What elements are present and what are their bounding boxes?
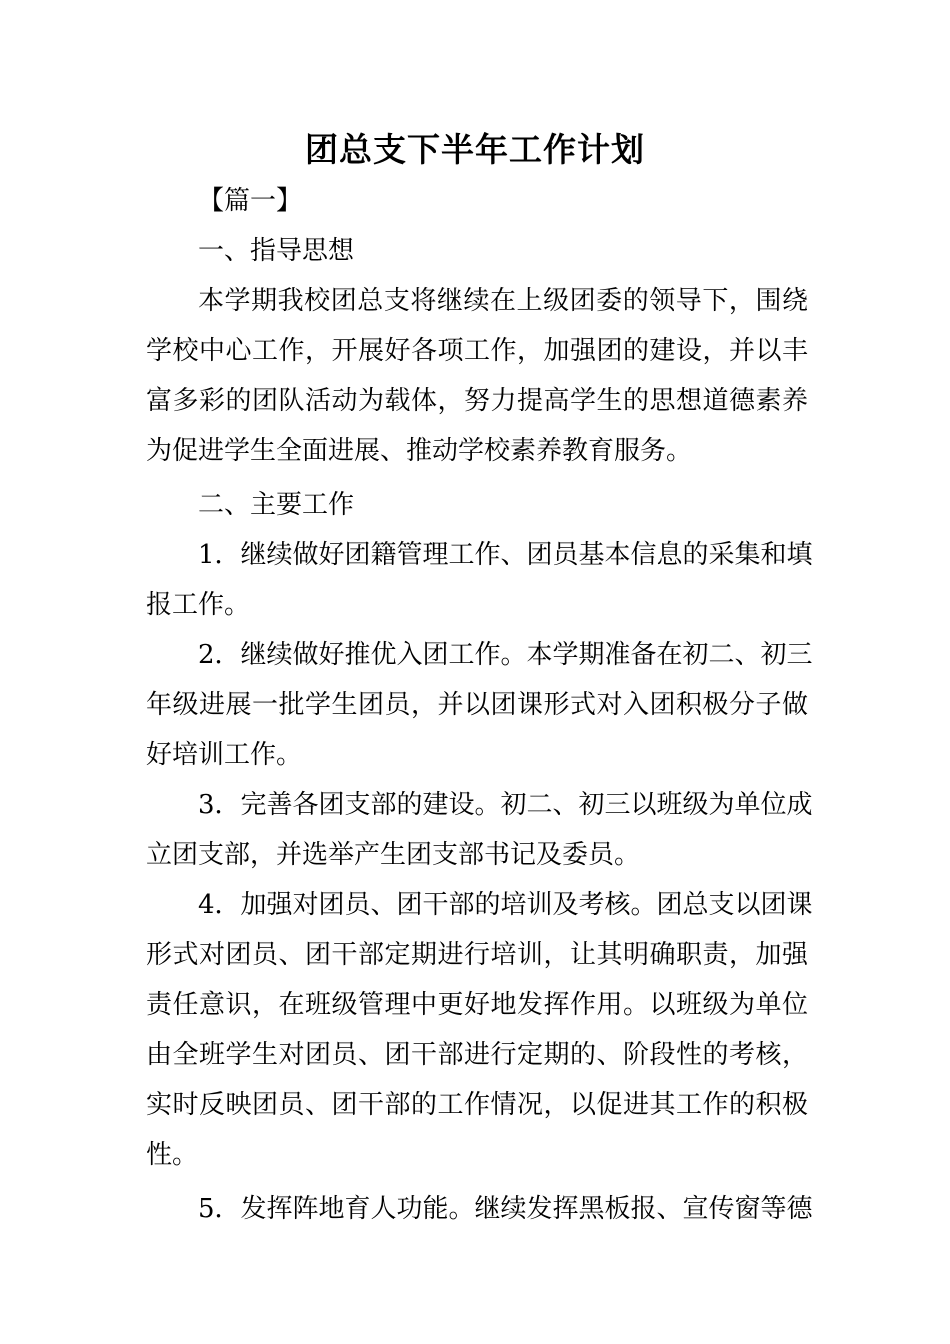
text-line: 2．继续做好推优入团工作。本学期准备在初二、初三 (198, 640, 813, 670)
text-line: 【篇一】 (198, 186, 303, 216)
text-line: 4．加强对团员、团干部的培训及考核。团总支以团课 (198, 890, 813, 920)
text-line: 报工作。 (146, 590, 251, 620)
text-line: 形式对团员、团干部定期进行培训，让其明确职责，加强 (146, 940, 808, 970)
text-line: 二、主要工作 (198, 490, 355, 520)
text-line: 富多彩的团队活动为载体，努力提高学生的思想道德素养 (146, 386, 808, 416)
text-line: 立团支部，并选举产生团支部书记及委员。 (146, 840, 641, 870)
text-line: 为促进学生全面进展、推动学校素养教育服务。 (146, 436, 693, 466)
text-line: 学校中心工作，开展好各项工作，加强团的建设，并以丰 (146, 336, 808, 366)
text-line: 性。 (146, 1140, 199, 1170)
text-line: 一、指导思想 (198, 236, 355, 266)
text-line: 5．发挥阵地育人功能。继续发挥黑板报、宣传窗等德 (198, 1194, 813, 1224)
text-line: 实时反映团员、团干部的工作情况，以促进其工作的积极 (146, 1090, 808, 1120)
text-line: 本学期我校团总支将继续在上级团委的领导下，围绕 (198, 286, 808, 316)
text-line: 好培训工作。 (146, 740, 303, 770)
text-line: 3．完善各团支部的建设。初二、初三以班级为单位成 (198, 790, 813, 820)
text-line: 由全班学生对团员、团干部进行定期的、阶段性的考核， (146, 1040, 808, 1070)
text-line: 1．继续做好团籍管理工作、团员基本信息的采集和填 (198, 540, 813, 570)
text-line: 责任意识，在班级管理中更好地发挥作用。以班级为单位 (146, 990, 808, 1020)
document-title: 团总支下半年工作计划 (305, 130, 645, 169)
document-body (146, 176, 813, 1234)
text-line: 年级进展一批学生团员，并以团课形式对入团积极分子做 (146, 690, 808, 720)
